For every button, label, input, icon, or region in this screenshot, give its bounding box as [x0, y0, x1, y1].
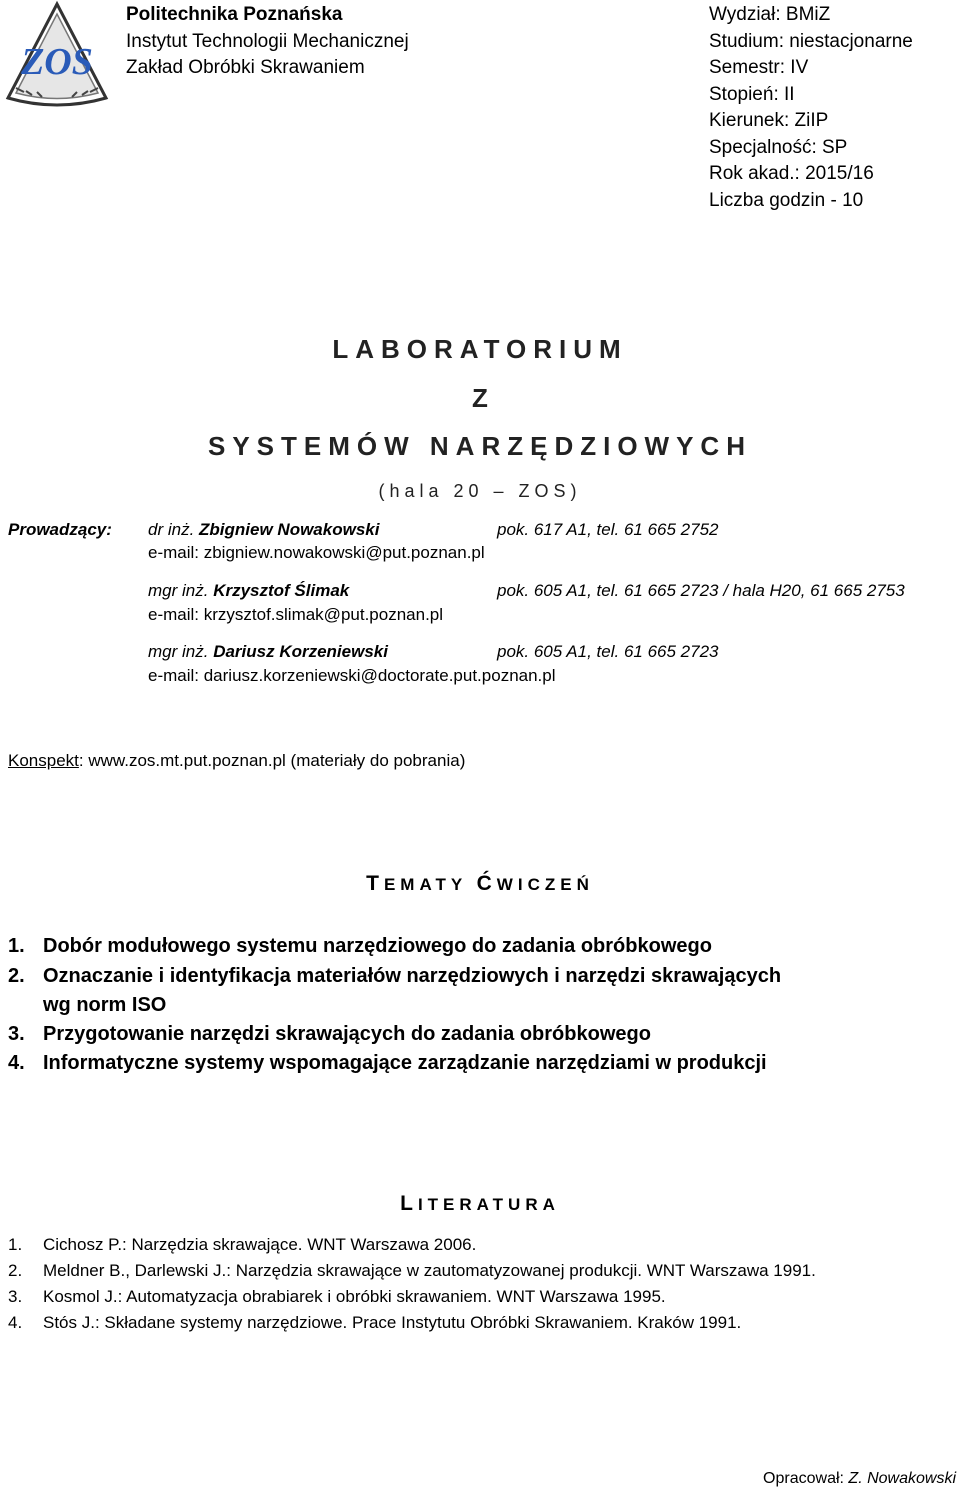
course-info-block: [709, 2, 913, 214]
literature-text: Meldner B., Darlewski J.: Narzędzia skrawające w zautomatyzowanej produkcji. WNT Warszawa 1991.: [43, 1261, 816, 1280]
topic-number: 4.: [8, 1052, 25, 1074]
topic-item: [8, 935, 712, 958]
literature-item: [8, 1287, 666, 1307]
semester: Semestr: IV: [709, 57, 809, 78]
institution-block: [126, 2, 409, 82]
academic-year: Rok akad.: 2015/16: [709, 163, 874, 184]
title-line-4: (hala 20 – ZOS): [378, 481, 582, 501]
literature-text: Stós J.: Składane systemy narzędziowe. Prace Instytutu Obróbki Skrawaniem. Kraków 1991.: [43, 1313, 742, 1332]
literature-item: [8, 1261, 816, 1281]
topic-number: 2.: [8, 965, 25, 987]
literature-heading: [0, 1192, 960, 1216]
topics-heading-initial: T: [366, 872, 384, 895]
topics-heading2-rest: WICZEŃ: [496, 875, 594, 894]
instructor-3-email[interactable]: e-mail: dariusz.korzeniewski@doctorate.put.poznan.pl: [148, 666, 556, 685]
literature-heading-initial: L: [400, 1192, 418, 1215]
instructor-3-fullname: Dariusz Korzeniewski: [213, 642, 388, 661]
zos-logo: [2, 0, 112, 110]
literature-number: 4.: [8, 1313, 23, 1332]
instructor-1-title: dr inż.: [148, 520, 200, 539]
instructor-1-room: pok. 617 A1, tel. 61 665 2752: [497, 520, 719, 539]
institute-name: Instytut Technologii Mechanicznej: [126, 30, 409, 52]
topics-heading2-initial: Ć: [476, 872, 497, 895]
title-line-2: Z: [472, 383, 488, 413]
topics-heading-rest: EMATY: [383, 875, 477, 894]
hours: Liczba godzin - 10: [709, 189, 864, 211]
topic-item: [8, 1023, 651, 1046]
topic-text: Informatyczne systemy wspomagające zarządzanie narzędziami w produkcji: [43, 1052, 767, 1074]
zos-logo-graphic: [2, 0, 112, 110]
topic-text-continued: wg norm ISO: [43, 994, 167, 1016]
topics-heading: [0, 872, 960, 896]
university-name: Politechnika Poznańska: [126, 4, 343, 25]
instructor-2-room: pok. 605 A1, tel. 61 665 2723 / hala H20, 61 665 2753: [497, 581, 905, 600]
instructor-1-name: [148, 520, 379, 540]
literature-heading-rest: ITERATURA: [417, 1195, 560, 1214]
konspekt-line: [8, 751, 465, 771]
title-line-1: LABORATORIUM: [332, 334, 628, 364]
instructor-2-title: mgr inż.: [148, 581, 214, 600]
literature-text: Cichosz P.: Narzędzia skrawające. WNT Warszawa 2006.: [43, 1235, 477, 1254]
instructor-3-name: [148, 642, 388, 662]
field-of-study: Kierunek: ZiIP: [709, 110, 829, 131]
logo-lettering: ZOS: [21, 41, 93, 83]
konspekt-link[interactable]: : www.zos.mt.put.poznan.pl (materiały do pobrania): [78, 751, 466, 770]
title-line-3: SYSTEMÓW NARZĘDZIOWYCH: [208, 431, 752, 461]
faculty: Wydział: BMiZ: [709, 4, 831, 25]
topic-item: [8, 965, 782, 988]
instructor-1-fullname: Zbigniew Nowakowski: [199, 520, 380, 539]
instructors-label: Prowadzący:: [8, 520, 112, 539]
topic-text: Dobór modułowego systemu narzędziowego do zadania obróbkowego: [43, 935, 712, 957]
literature-number: 2.: [8, 1261, 23, 1280]
instructor-1-email[interactable]: e-mail: zbigniew.nowakowski@put.poznan.pl: [148, 543, 485, 562]
literature-number: 1.: [8, 1235, 23, 1254]
topic-number: 1.: [8, 935, 25, 957]
topic-text: Przygotowanie narzędzi skrawających do zadania obróbkowego: [43, 1023, 651, 1045]
instructor-2-fullname: Krzysztof Ślimak: [213, 581, 350, 600]
konspekt-label: Konspekt: [8, 751, 79, 770]
study-mode: Studium: niestacjonarne: [709, 30, 913, 52]
instructor-2-name: [148, 581, 349, 601]
footer-label: Opracował:: [763, 1470, 849, 1487]
instructor-3-room: pok. 605 A1, tel. 61 665 2723: [497, 642, 719, 661]
topic-text: Oznaczanie i identyfikacja materiałów narzędziowych i narzędzi skrawających: [43, 965, 782, 987]
instructor-2-email[interactable]: e-mail: krzysztof.slimak@put.poznan.pl: [148, 605, 444, 624]
literature-text: Kosmol J.: Automatyzacja obrabiarek i obróbki skrawaniem. WNT Warszawa 1995.: [43, 1287, 666, 1306]
specialty: Specjalność: SP: [709, 136, 848, 158]
literature-item: [8, 1313, 742, 1333]
degree: Stopień: II: [709, 83, 795, 105]
literature-item: [8, 1235, 477, 1255]
literature-number: 3.: [8, 1287, 23, 1306]
footer-author-name: Z. Nowakowski: [848, 1470, 956, 1487]
instructor-3-title: mgr inż.: [148, 642, 214, 661]
department-name: Zakład Obróbki Skrawaniem: [126, 57, 365, 78]
topic-item: [8, 1052, 767, 1075]
footer-author: [763, 1470, 956, 1488]
topic-number: 3.: [8, 1023, 25, 1045]
